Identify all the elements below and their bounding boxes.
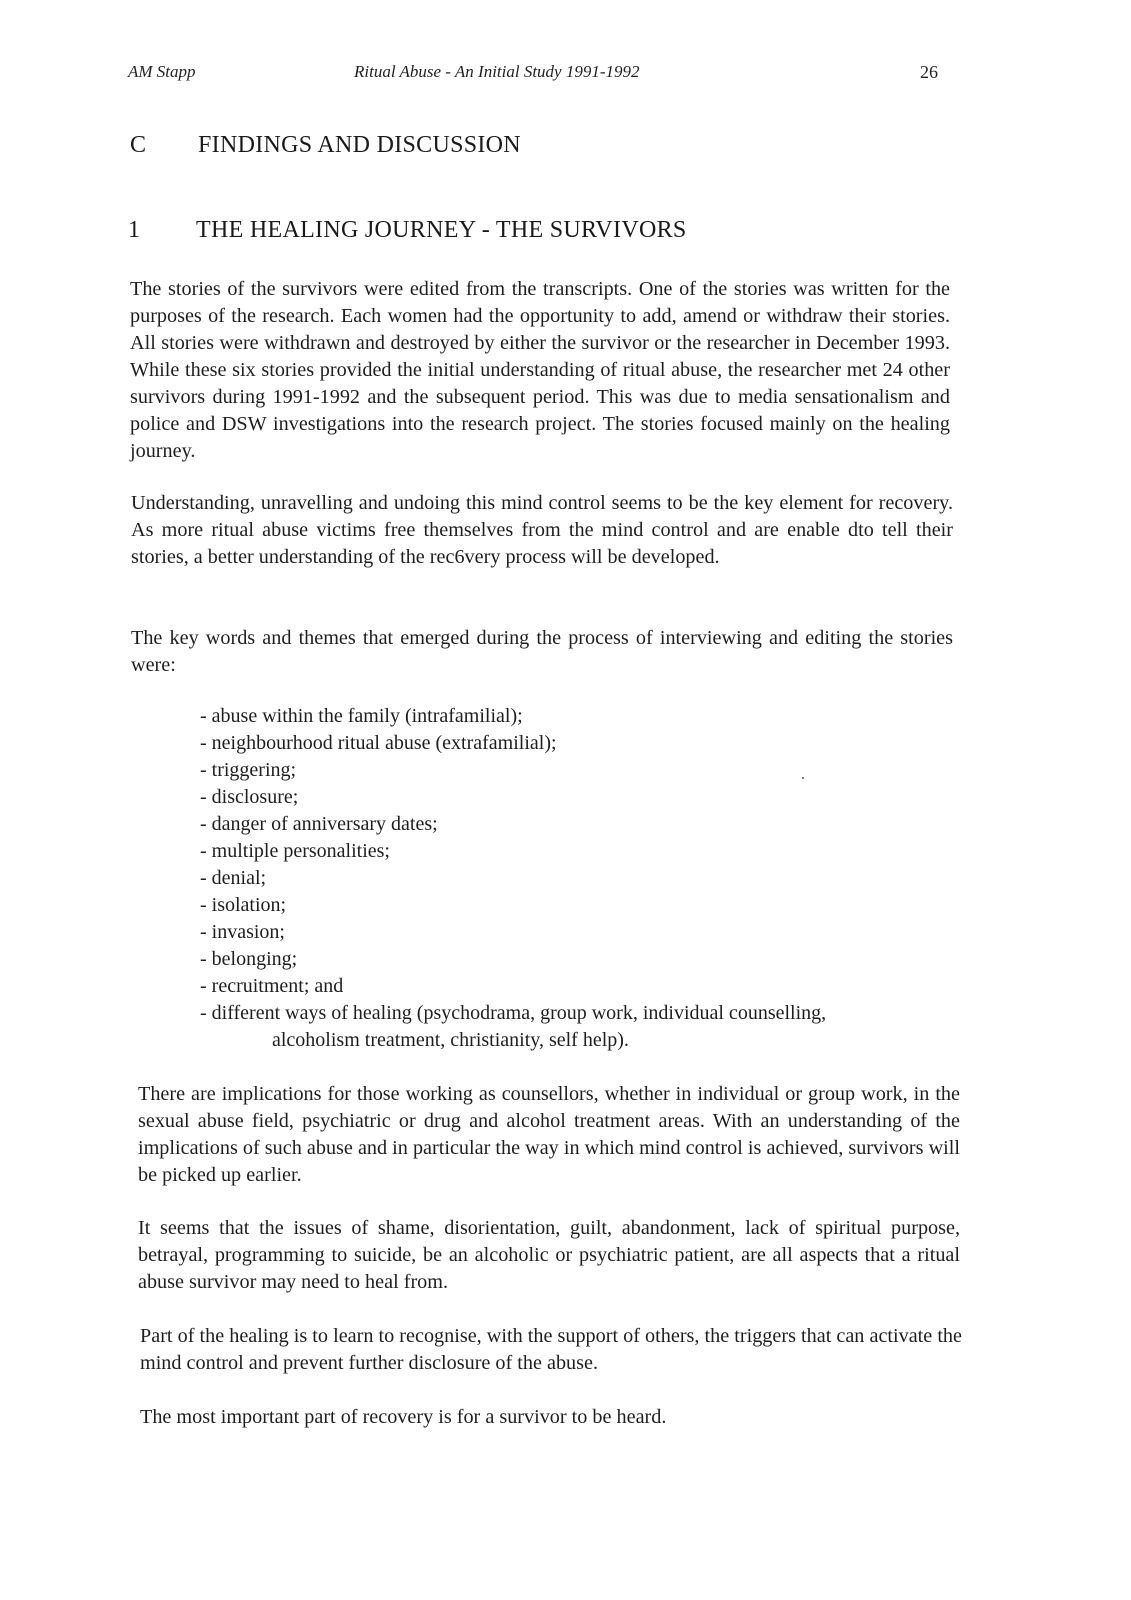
paragraph-triggers: Part of the healing is to learn to recognise, with the support of others, the triggers that can activate the mind control and prevent further disclosure of the abuse. bbox=[140, 1325, 962, 1374]
theme-item: - invasion; bbox=[200, 921, 285, 943]
scan-speck bbox=[802, 777, 804, 779]
section-letter: C bbox=[130, 132, 147, 158]
header-author: AM Stapp bbox=[128, 62, 196, 81]
paragraph-key-words-intro: The key words and themes that emerged during the process of interviewing and editing the stories were: bbox=[131, 627, 953, 676]
paragraph-mind-control: Understanding, unravelling and undoing this mind control seems to be the key element for recovery. As more ritual abuse victims free themselves from the mind control and are enable dto tell their stories, a better understanding of the rec6very process will be developed. bbox=[131, 492, 953, 568]
theme-item: - denial; bbox=[200, 867, 267, 889]
theme-item: - multiple personalities; bbox=[200, 840, 390, 862]
theme-item: - recruitment; and bbox=[200, 975, 344, 997]
paragraph-implications: There are implications for those working as counsellors, whether in individual or group work, in the sexual abuse field, psychiatric or drug and alcohol treatment areas. With an understanding of the implications of such abuse and in particular the way in which mind control is achieved, survivors will be picked up earlier. bbox=[138, 1083, 960, 1186]
theme-item: - different ways of healing (psychodrama, group work, individual counselling, bbox=[200, 1002, 827, 1024]
subsection-heading bbox=[128, 217, 928, 249]
paragraph-be-heard: The most important part of recovery is for a survivor to be heard. bbox=[140, 1406, 667, 1428]
theme-item: - neighbourhood ritual abuse (extrafamilial); bbox=[200, 732, 557, 754]
theme-item: - belonging; bbox=[200, 948, 298, 970]
theme-item: - disclosure; bbox=[200, 786, 299, 808]
subsection-number: 1 bbox=[128, 217, 141, 243]
paragraph-issues: It seems that the issues of shame, disorientation, guilt, abandonment, lack of spiritual purpose, betrayal, programming to suicide, be an alcoholic or psychiatric patient, are all aspects that a ritual abuse survivor may need to heal from. bbox=[138, 1217, 960, 1293]
theme-item: - triggering; bbox=[200, 759, 297, 781]
paragraph-survivor-stories: The stories of the survivors were edited from the transcripts. One of the stories was written for the purposes of the research. Each women had the opportunity to add, amend or withdraw their stories. All stories were withdrawn and destroyed by either the survivor or the researcher in December 1993. While these six stories provided the initial understanding of ritual abuse, the researcher met 24 other survivors during 1991-1992 and the subsequent period. This was due to media sensationalism and police and DSW investigations into the research project. The stories focused mainly on the healing journey. bbox=[130, 278, 950, 462]
page-number: 26 bbox=[920, 62, 938, 82]
running-header bbox=[128, 62, 938, 86]
theme-item-continuation: alcoholism treatment, christianity, self help). bbox=[272, 1029, 629, 1051]
themes-list bbox=[200, 703, 960, 1054]
theme-item: - abuse within the family (intrafamilial); bbox=[200, 705, 523, 727]
theme-item: - danger of anniversary dates; bbox=[200, 813, 438, 835]
section-title: FINDINGS AND DISCUSSION bbox=[198, 132, 521, 158]
theme-item: - isolation; bbox=[200, 894, 287, 916]
header-title: Ritual Abuse - An Initial Study 1991-1992 bbox=[354, 62, 640, 81]
section-heading bbox=[130, 132, 830, 164]
subsection-title: THE HEALING JOURNEY - THE SURVIVORS bbox=[196, 217, 687, 243]
